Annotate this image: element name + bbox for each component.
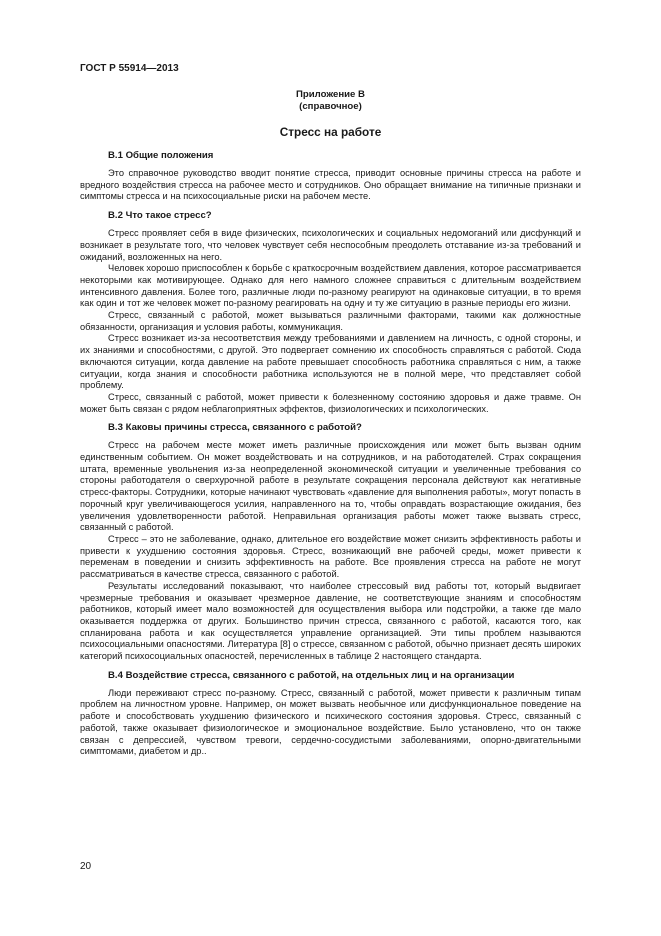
paragraph: Стресс на рабочем месте может иметь различные происхождения или может быть вызван одним единственным событием. Он может воздействовать и на сотрудников, и на работодателей. Страх сокращения штата, временные увольнения из-за неопределенной экономической ситуации и увеличенные требования со стороны работодателя о сверхурочной работе в результате сокращения персонала действуют как негативные стресс-факторы. Сотрудники, которые начинают чувствовать «давление для выполнения работы», могут попасть в порочный круг увеличивающегося усилия, направленного на то, чтобы оправдать возрастающие ожидания, без увеличения удовлетворенности работой. Неправильная организация работы может также вызвать стресс, связанный с работой. xyxy=(80,440,581,533)
paragraph: Стресс – это не заболевание, однако, длительное его воздействие может снизить эффективность работы и привести к ухудшению состояния здоровья. Стресс, возникающий вне рабочей среды, может привести к переменам в поведении и снизить эффективность на работе. Все проявления стресса на работе не могут рассматриваться в качестве стресса, связанного с работой. xyxy=(80,533,581,580)
appendix-label: Приложение В xyxy=(296,89,365,100)
appendix-heading xyxy=(80,89,581,113)
section-general xyxy=(80,150,581,203)
section-causes xyxy=(80,422,581,662)
paragraph: Стресс возникает из-за несоответствия между требованиями и давлением на личность, с одной стороны, и их знаниями и способностями, с другой. Это подвергает сомнению их способность справляться с работой. Сюда включаются ситуации, когда давление на работе превышает способность работника справляться с ним, а также ситуации, когда знания и способности работника используются не в полной мере, что представляет собой проблему. xyxy=(80,333,581,391)
section-heading: В.4 Воздействие стресса, связанного с работой, на отдельных лиц и на организации xyxy=(108,669,515,681)
section-heading: В.1 Общие положения xyxy=(108,150,214,161)
paragraph: Стресс, связанный с работой, может вызываться различными факторами, такими как должностные обязанности, организация и условия работы, коммуникация. xyxy=(80,310,581,332)
document-body xyxy=(80,150,581,765)
page-number: 20 xyxy=(80,861,92,872)
paragraph: Это справочное руководство вводит понятие стресса, приводит основные причины стресса на работе и вредного воздействия стресса на рабочее место и сотрудников. Оно обращает внимание на типичные признаки и симптомы стресса и на психосоциальные риски на рабочем месте. xyxy=(80,168,581,202)
appendix-type: (справочное) xyxy=(299,101,362,112)
section-heading: В.2 Что такое стресс? xyxy=(108,210,212,222)
standard-number: ГОСТ Р 55914—2013 xyxy=(80,63,179,74)
section-heading: В.3 Каковы причины стресса, связанного с работой? xyxy=(108,422,362,434)
paragraph: Стресс проявляет себя в виде физических, психологических и социальных недомоганий или дисфункций и возникает в результате того, что человек чувствует себя неспособным преодолеть отставание из-за требований и ожиданий, возложенных на него. xyxy=(80,228,581,262)
section-impact xyxy=(80,670,581,758)
section-what-is-stress xyxy=(80,210,581,415)
paragraph: Человек хорошо приспособлен к борьбе с краткосрочным воздействием давления, которое рассматривается некоторыми как мотивирующее. Однако для него намного сложнее справиться с длительным воздействием интенсивного давления. Более того, различные люди по-разному реагируют на одинаковые ситуации, в то время как один и тот же человек может по-разному реагировать на одну и ту же ситуацию в разные периоды его жизни. xyxy=(80,263,581,309)
paragraph: Результаты исследований показывают, что наиболее стрессовый вид работы тот, который выдвигает чрезмерные требования и оказывает чрезмерное давление, не соответствующие знаниям и способностям работников, который имеет мало возможностей для осуществления выбора или подстройки, а также где мало оказывается поддержка от других. Большинство причин стресса, связанного с работой, касаются того, как спланирована работа и как осуществляется управление организацией. Эти типы проблем называются психосоциальными опасностями. Литература [8] о стрессе, связанном с работой, обычно признает десять широких категорий психосоциальных опасностей, перечисленных в таблице 2 настоящего стандарта. xyxy=(80,580,581,662)
paragraph: Люди переживают стресс по-разному. Стресс, связанный с работой, может привести к различным типам проблем на личностном уровне. Например, он может вызвать необычное или дисфункциональное поведение на работе и способствовать ухудшению физического и психического состояния здоровья. Стресс, связанный с работой, также оказывает физиологическое и эмоциональное воздействие. Было установлено, что он также связан с депрессией, чувством тревоги, сердечно-сосудистыми заболеваниями, опорно-двигательными симптомами, диабетом и др.. xyxy=(80,687,581,757)
page-title: Стресс на работе xyxy=(279,125,382,139)
paragraph: Стресс, связанный с работой, может привести к болезненному состоянию здоровья и даже травме. Он может быть связан с рядом неблагоприятных эффектов, физиологических и психологических. xyxy=(80,391,581,414)
